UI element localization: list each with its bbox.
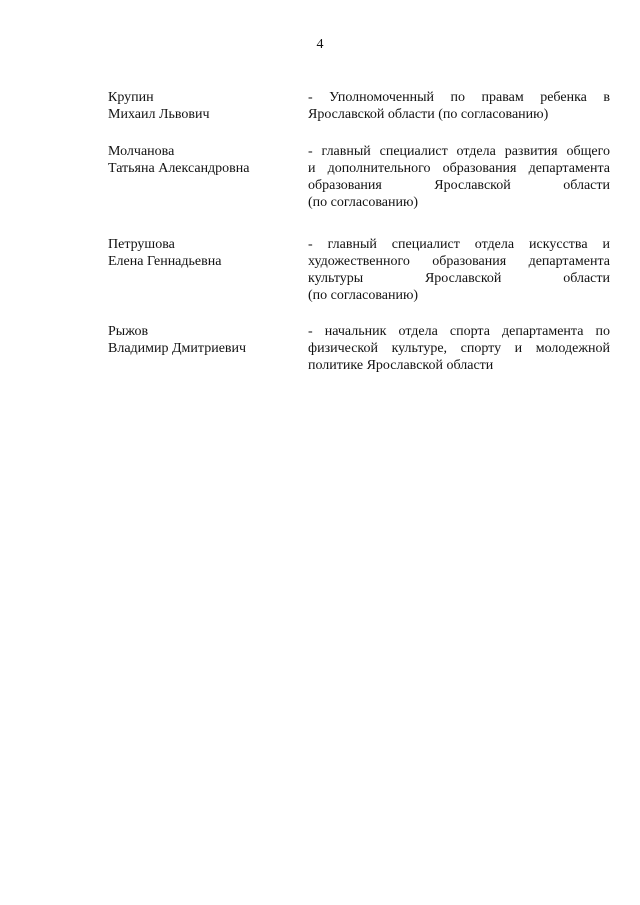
- member-given-names: Елена Геннадьевна: [108, 254, 222, 269]
- member-surname: Крупин: [108, 90, 154, 105]
- member-role: [308, 236, 610, 304]
- member-role: [308, 89, 610, 123]
- member-given-names: Владимир Дмитриевич: [108, 341, 247, 356]
- role-line: - главный специалист отдела искусства и: [308, 237, 610, 252]
- member-role: [308, 323, 610, 374]
- member-name: [108, 323, 298, 357]
- role-line: - главный специалист отдела развития общего: [308, 144, 610, 159]
- role-line: художественного образования департамента: [308, 254, 610, 269]
- role-line: (по согласованию): [308, 195, 419, 210]
- page-number: 4: [316, 37, 324, 52]
- role-line: физической культуре, спорту и молодежной: [308, 341, 610, 356]
- role-line: политике Ярославской области: [308, 358, 494, 373]
- role-line: (по согласованию): [308, 288, 419, 303]
- member-surname: Молчанова: [108, 144, 175, 159]
- member-surname: Рыжов: [108, 324, 149, 339]
- role-line: Ярославской области (по согласованию): [308, 107, 549, 122]
- role-line: культуры Ярославской области: [308, 271, 610, 286]
- member-given-names: Михаил Львович: [108, 107, 210, 122]
- role-line: - Уполномоченный по правам ребенка в: [308, 90, 610, 105]
- member-name: [108, 143, 298, 177]
- member-surname: Петрушова: [108, 237, 175, 252]
- role-line: - начальник отдела спорта департамента по: [308, 324, 610, 339]
- member-role: [308, 143, 610, 211]
- member-name: [108, 89, 298, 123]
- member-name: [108, 236, 298, 270]
- role-line: образования Ярославской области: [308, 178, 610, 193]
- role-line: и дополнительного образования департамента: [308, 161, 610, 176]
- member-given-names: Татьяна Александровна: [108, 161, 250, 176]
